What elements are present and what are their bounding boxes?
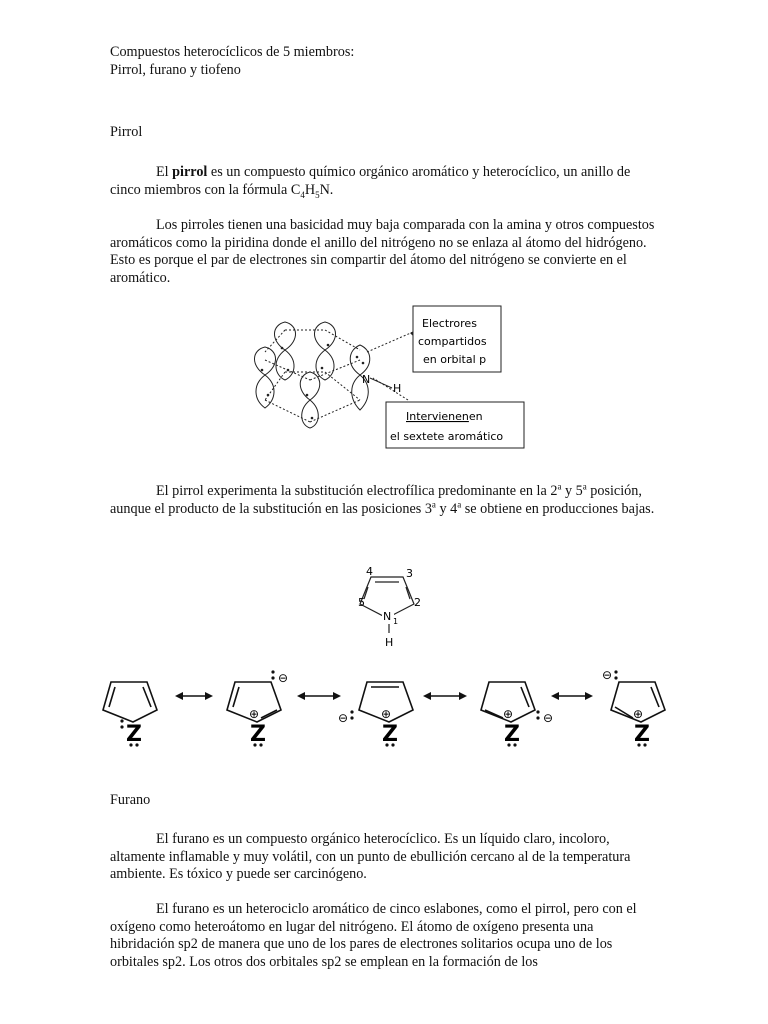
p3-sup-1: a	[557, 481, 562, 492]
document-title	[110, 44, 354, 79]
pyrrole-numbering-diagram	[348, 560, 438, 655]
callout-sextet-line1	[406, 410, 483, 423]
minus-charge-5: ⊖	[602, 668, 613, 682]
hetero-atom-3: Z	[382, 722, 398, 747]
atom-n: N	[383, 610, 392, 623]
callout-electrons	[413, 306, 501, 372]
plus-charge-5: ⊕	[633, 707, 644, 721]
p1-text-end: N.	[319, 181, 334, 198]
p1-text-h: H	[304, 181, 316, 198]
title-line-1: Compuestos heterocíclicos de 5 miembros:	[110, 44, 355, 60]
section-heading-furano: Furano	[110, 792, 151, 808]
p3-text-b: y 5	[561, 483, 583, 499]
position-3: 3	[406, 567, 413, 580]
resonance-structure-1	[103, 682, 157, 722]
p1-sub-5: 5	[315, 189, 320, 200]
orbital-left	[254, 347, 275, 408]
p3-text-d: y 4	[435, 500, 458, 517]
hetero-atom-1: Z	[126, 722, 142, 747]
position-5: 5	[358, 596, 365, 609]
p3-text-e: se obtiene en producciones bajas.	[461, 500, 655, 517]
p1-text-a: El	[156, 164, 173, 180]
orbital-diagram	[240, 300, 540, 455]
p3-text-c: posición, aunque el producto de la substitución en las posiciones 3	[110, 483, 642, 517]
minus-charge-2: ⊖	[278, 671, 289, 685]
minus-charge-4: ⊖	[543, 711, 554, 725]
plus-charge-4: ⊕	[503, 707, 514, 721]
orbital-atom-h: H	[393, 382, 402, 395]
orbital-bottom	[300, 372, 320, 428]
orbital-top-right	[314, 322, 335, 380]
callout-sextet-line2: el sextete aromático	[390, 430, 504, 443]
paragraph-pirrol-intro	[110, 164, 658, 199]
p3-sup-3: a	[431, 498, 436, 509]
p3-sup-2: a	[582, 481, 587, 492]
atom-h: H	[385, 636, 394, 649]
p1-text-b: es un compuesto químico orgánico aromático y heterocíclico, un anillo de cinco miembros con la fórmula C	[110, 164, 631, 198]
section-heading-pirrol: Pirrol	[110, 124, 143, 140]
callout-sextet-underlined: Intervienen	[406, 410, 469, 423]
position-2: 2	[414, 596, 421, 609]
p3-sup-4: a	[457, 498, 462, 509]
paragraph-furano-estructura: El furano es un heterociclo aromático de cinco eslabones, como el pirrol, pero con el oxígeno como heteroátomo en lugar del nitrógeno. El átomo de oxígeno presenta una hibridación sp2 de manera que uno de los pares de electrones solitarios ocupa uno de los orbitales sp2. Los otros dos orbitales sp2 se emplean en la formación de los	[110, 901, 637, 970]
callout-electrons-line1: Electrores	[422, 317, 477, 330]
title-line-2: Pirrol, furano y tiofeno	[110, 61, 241, 78]
paragraph-substitucion	[110, 483, 658, 518]
position-1: 1	[393, 617, 399, 626]
callout-sextet	[386, 402, 524, 448]
p1-sub-4: 4	[300, 189, 305, 200]
plus-charge-2: ⊕	[249, 707, 260, 721]
hetero-atom-5: Z	[634, 722, 650, 747]
callout-sextet-rest: en	[468, 410, 483, 423]
minus-charge-3: ⊖	[338, 711, 349, 725]
resonance-diagram	[95, 660, 695, 755]
plus-charge-3: ⊕	[381, 707, 392, 721]
position-4: 4	[366, 565, 373, 578]
hetero-atom-4: Z	[504, 722, 520, 747]
paragraph-pirrol-basicidad: Los pirroles tienen una basicidad muy baja comparada con la amina y otros compuestos aromáticos como la piridina donde el anillo del nitrógeno no se enlaza al átomo del hidrógeno. Esto es porque el par de electrones sin compartir del átomo del nitrógeno se convierte en el aromático.	[110, 217, 655, 286]
p1-bold-pirrol: pirrol	[172, 164, 208, 180]
paragraph-furano-intro: El furano es un compuesto orgánico heterocíclico. Es un líquido claro, incoloro, altamente inflamable y muy volátil, con un punto de ebullición cercano al de la temperatura ambiente. Es tóxico y puede ser carcinógeno.	[110, 831, 631, 883]
callout-electrons-line2: compartidos	[418, 335, 487, 348]
orbital-atom-n: N	[362, 373, 371, 386]
p3-text-a: El pirrol experimenta la substitución electrofílica predominante en la 2	[156, 483, 558, 499]
hetero-atom-2: Z	[250, 722, 266, 747]
callout-electrons-line3: en orbital p	[423, 353, 487, 366]
